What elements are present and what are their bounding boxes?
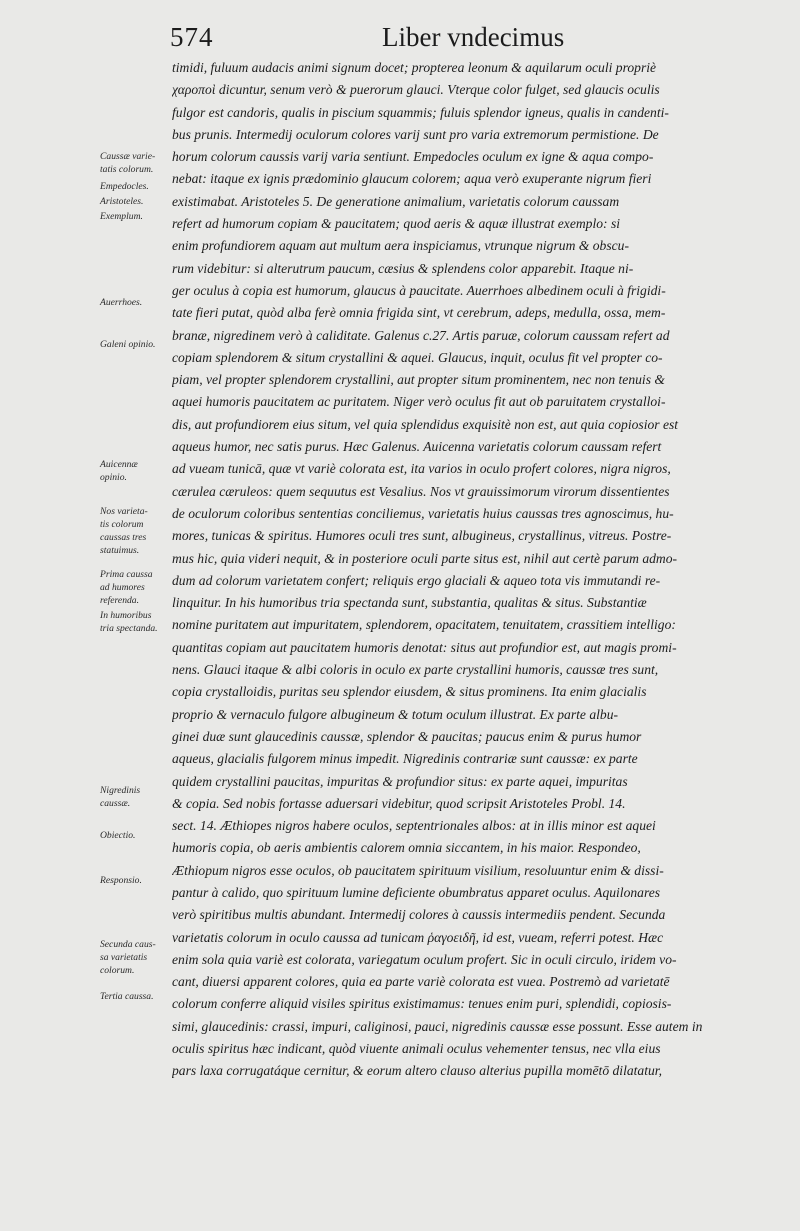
text-line: linquitur. In his humoribus tria spectanda sunt, substantia, qualitas & situs. Substantiæ (172, 595, 647, 611)
text-line: ger oculus à copia est humorum, glaucus à paucitate. Auerrhoes albedinem oculi à frigidi- (172, 282, 666, 298)
text-line: simi, glaucedinis: crassi, impuri, caliginosi, pauci, nigredinis caussæ esse possunt. Esse autem in (172, 1018, 703, 1034)
margin-note (100, 338, 174, 351)
margin-note (100, 458, 174, 484)
text-line: timidi, fuluum audacis animi signum docet; propterea leonum & aquilarum oculi propriè (172, 60, 657, 75)
margin-note-line: statuimus. (100, 545, 140, 556)
margin-note (100, 784, 174, 810)
margin-note (100, 568, 174, 607)
margin-note (100, 195, 174, 208)
text-line: horum colorum caussis varij varia sentiunt. Empedocles oculum ex igne & aqua compo- (172, 149, 654, 165)
text-line: humoris copia, ob aeris ambientis calorem omnia siccantem, in his maior. Respondeo, (172, 840, 641, 856)
text-line: varietatis colorum in oculo caussa ad tunicam ῥαγοειδῆ, id est, vueam, referri potest. Hæc (172, 929, 664, 945)
margin-note (100, 829, 174, 842)
text-line: cærulea cæruleos: quem sequutus est Vesalius. Nos vt grauissimorum virorum dissentientes (172, 483, 670, 499)
margin-note-line: Obiectio. (100, 830, 136, 841)
text-line: mus hic, quia videri nequit, & in posteriore oculi parte situs est, nihil aut certè parum admo- (172, 550, 678, 566)
margin-note (100, 180, 174, 193)
margin-note (100, 938, 174, 977)
margin-note (100, 874, 174, 887)
text-line: nomine puritatem aut impuritatem, splendorem, opacitatem, tenuitatem, crassitiem intelligo: (172, 617, 676, 633)
text-line: dis, aut profundiorem eius situm, vel quia splendidus exquisitè non est, aut quia copiosior est (172, 416, 679, 432)
margin-note-line: ad humores (100, 582, 145, 593)
text-line: dum ad colorum varietatem confert; reliquis ergo glaciali & aqueo tota vis immutandi re- (172, 572, 661, 588)
text-line: rum videbitur: si alterutrum paucum, cæsius & splendens color apparebit. Itaque ni- (172, 260, 634, 276)
text-line: cant, diuersi apparent colores, quia ea parte variè colorata est vuea. Postremò ad varietatē (172, 974, 670, 990)
text-line: & copia. Sed nobis fortasse aduersari videbitur, quod scripsit Aristoteles Probl. 14. (172, 795, 626, 811)
text-line: proprio & vernaculo fulgore albugineum & totum oculum illustrat. Ex parte albu- (172, 706, 619, 722)
margin-note-line: Nos varieta- (100, 506, 148, 517)
margin-note-line: opinio. (100, 472, 127, 483)
text-line: mores, tunicas & spiritus. Humores oculi tres sunt, albugineus, crystallinus, vitreus. Postre- (172, 528, 672, 544)
text-line: enim sola quia variè est colorata, variegatum oculum profert. Sic in oculi circulo, iridem vo- (172, 951, 677, 967)
margin-note (100, 609, 174, 635)
text-line: bus prunis. Intermedij oculorum colores varij sunt pro varia extremorum permistione. De (172, 126, 659, 142)
margin-note-line: tatis colorum. (100, 164, 154, 175)
text-line: ad vueam tunicā, quæ vt variè colorata est, ita varios in oculo profert colores, nigra nigros, (172, 461, 671, 477)
margin-note-line: caussas tres (100, 532, 147, 543)
margin-note-line: Responsio. (100, 875, 142, 886)
text-line: pantur à calido, quo spirituum lumine deficiente obumbratus apparet oculus. Aquilonares (172, 884, 661, 900)
margin-note-line: referenda. (100, 595, 139, 606)
margin-note-line: In humoribus (100, 610, 152, 621)
page-number: 574 (170, 22, 214, 52)
margin-note-line: colorum. (100, 965, 135, 976)
text-line: Æthiopum nigros esse oculos, ob paucitatem spirituum visilium, resoluuntur enim & dissi- (172, 862, 664, 878)
text-line: oculis spiritus hæc indicant, quòd viuente animali oculus vehementer tensus, nec vlla eius (172, 1041, 661, 1057)
margin-note-line: Aristoteles. (100, 196, 144, 207)
margin-note (100, 150, 174, 176)
body-text (172, 57, 792, 1083)
text-line: fulgor est candoris, qualis in piscium squammis; fuluis splendor igneus, qualis in candenti- (172, 104, 669, 120)
margin-note-line: sa varietatis (100, 952, 148, 963)
text-line: aqueus humor, nec satis purus. Hæc Galenus. Auicenna varietatis colorum caussam refert (172, 439, 662, 455)
margin-note-line: caussæ. (100, 798, 131, 809)
margin-note (100, 210, 174, 223)
margin-note-line: tis colorum (100, 519, 144, 530)
margin-note-line: Nigredinis (100, 785, 141, 796)
text-line: enim profundiorem aquam aut multum aera inspiciamus, vtrunque nigrum & obscu- (172, 238, 629, 254)
text-line: colorum conferre aliquid visiles spiritus existimamus: tenues enim puri, splendidi, copiosis- (172, 996, 672, 1012)
text-line: existimabat. Aristoteles 5. De generatione animalium, varietatis colorum caussam (172, 193, 620, 209)
margin-note-line: Tertia caussa. (100, 991, 154, 1002)
margin-note-line: Caussæ varie- (100, 151, 156, 162)
margin-note-line: Secunda caus- (100, 939, 156, 950)
text-line: verò spiritibus multis abundant. Intermedij colores à caussis intermediis pendent. Secunda (172, 907, 666, 923)
text-line: de oculorum coloribus sententias conciliemus, varietatis huius caussas tres agnoscimus, hu- (172, 505, 674, 521)
text-line: tate fieri putat, quòd alba ferè omnia frigida sint, vt cerebrum, adeps, medulla, ossa, mem- (172, 305, 666, 321)
text-line: aqueus, glacialis fulgorem minus impedit. Nigredinis contrariæ sunt caussæ: ex parte (172, 751, 638, 767)
text-line: branæ, nigredinem verò à caliditate. Galenus c.27. Artis paruæ, colorum caussam refert ad (172, 327, 670, 343)
margin-note (100, 990, 174, 1003)
text-line: copia crystalloidis, puritas seu splendor eiusdem, & situs prominens. Ita enim glacialis (172, 684, 647, 700)
margin-note-line: Galeni opinio. (100, 339, 156, 350)
text-line: quidem crystallini paucitas, impuritas & profundior situs: ex parte aquei, impuritas (172, 773, 628, 789)
text-line: pars laxa corrugatáque cernitur, & eorum altero clauso alterius pupilla momētō dilatatur, (172, 1063, 662, 1079)
text-line: sect. 14. Æthiopes nigros habere oculos, septentrionales albos: at in illis minor est aquei (172, 818, 656, 834)
text-line: quantitas copiam aut paucitatem humoris denotat: situs aut profundior est, aut magis promi- (172, 639, 677, 655)
text-line: aquei humoris paucitatem ac puritatem. Niger verò oculus fit aut ob paruitatem crystalloi- (172, 394, 666, 410)
text-line: piam, vel propter splendorem crystallini, aut propter situm prominentem, nec non tenuis & (172, 372, 665, 388)
text-line: nebat: itaque ex ignis prædominio glaucum colorem; aqua verò exuperante nigrum fieri (172, 171, 652, 187)
running-title: Liber vndecimus (382, 22, 565, 52)
margin-note-line: Empedocles. (100, 181, 149, 192)
margin-note-line: Prima caussa (100, 569, 153, 580)
text-line: refert ad humorum copiam & paucitatem; quod aeris & aquæ illustrat exemplo: si (172, 216, 621, 232)
text-line: copiam splendorem & situm crystallini & aquei. Glaucus, inquit, oculus fit vel propter co- (172, 349, 663, 365)
page-header (170, 22, 770, 54)
margin-note (100, 296, 174, 309)
margin-note (100, 505, 174, 557)
text-line: nens. Glauci itaque & albi coloris in oculo ex parte crystallini humoris, caussæ tres sunt, (172, 662, 659, 678)
margin-note-line: Exemplum. (100, 211, 143, 222)
margin-note-line: Auicennæ (100, 459, 138, 470)
margin-note-line: tria spectanda. (100, 623, 158, 634)
margin-note-line: Auerrhoes. (100, 297, 143, 308)
text-line: χαροποὶ dicuntur, senum verò & puerorum glauci. Vterque color fulget, sed glaucis oculis (172, 82, 660, 98)
text-line: ginei duæ sunt glaucedinis caussæ, splendor & paucitas; paucus enim & purus humor (172, 728, 642, 744)
